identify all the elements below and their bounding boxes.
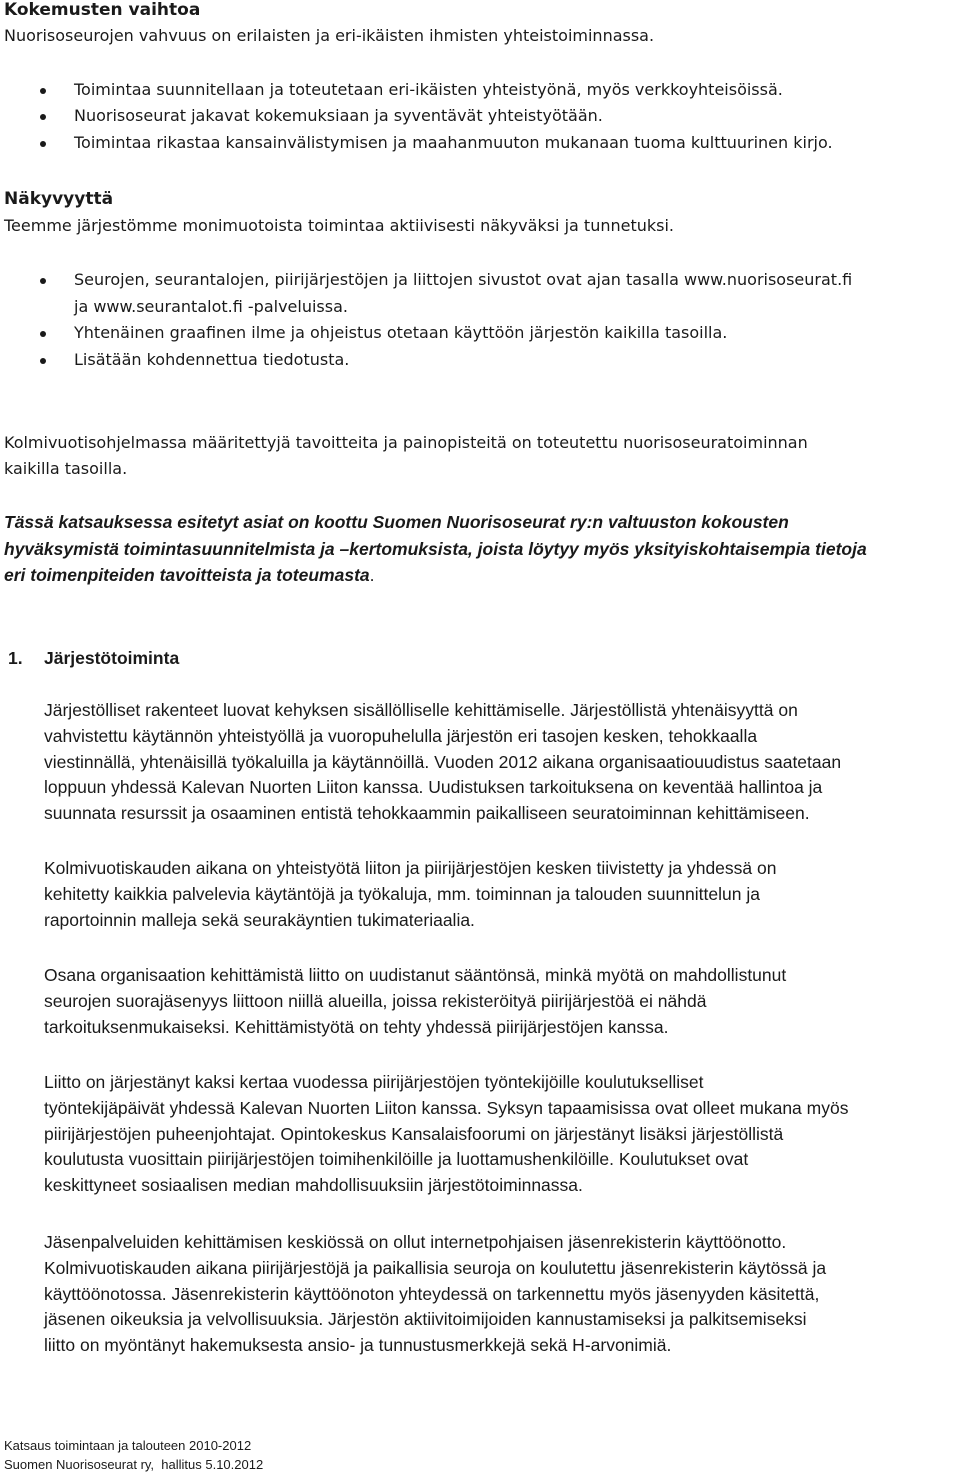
- list-item: Yhtenäinen graafinen ilme ja ohjeistus otetaan käyttöön järjestön kaikilla tasoilla.: [74, 323, 727, 342]
- bullet-icon: [40, 278, 46, 284]
- list-item: Seurojen, seurantalojen, piirijärjestöjen ja liittojen sivustot ovat ajan tasalla www.nuorisoseurat.fi: [74, 270, 852, 289]
- bullet-icon: [40, 114, 46, 120]
- footer-line: Katsaus toimintaan ja talouteen 2010-2012: [4, 1438, 252, 1453]
- section-heading-kokemusten-vaihtoa: Kokemusten vaihtoa: [4, 0, 201, 20]
- section-heading-nakyvyytta: Näkyvyyttä: [4, 189, 114, 209]
- section-intro: Nuorisoseurojen vahvuus on erilaisten ja eri-ikäisten ihmisten yhteistoiminnassa.: [4, 26, 655, 45]
- chapter-title: Järjestötoiminta: [44, 648, 180, 668]
- list-item: Lisätään kohdennettua tiedotusta.: [74, 350, 349, 369]
- footer-line: Suomen Nuorisoseurat ry, hallitus 5.10.2012: [4, 1457, 264, 1472]
- list-item-continuation: ja www.seurantalot.fi -palveluissa.: [74, 297, 348, 316]
- bullet-icon: [40, 88, 46, 94]
- paragraph: Kolmivuotiskauden aikana on yhteistyötä liiton ja piirijärjestöjen kesken tiivistetty ja yhdessä on kehitetty kaikkia palvelevia käytäntöjä ja työkaluja, mm. toiminnan ja talouden suunnittelun ja raportoinnin malleja sekä seurakäyntien tukimateriaalia.: [44, 858, 777, 930]
- list-item: Nuorisoseurat jakavat kokemuksiaan ja syventävät yhteistyötään.: [74, 106, 603, 125]
- note-line: eri toimenpiteiden tavoitteista ja toteumasta.: [4, 565, 375, 585]
- paragraph: Liitto on järjestänyt kaksi kertaa vuodessa piirijärjestöjen työntekijöille koulutukselliset työntekijäpäivät yhdessä Kalevan Nuorten Liiton kanssa. Syksyn tapaamisissa ovat olleet mukana myös piirijärjestöjen puheenjohtajat. Opintokeskus Kansalaisfoorumi on järjestänyt lisäksi järjestöllistä koulutusta vuosittain piirijärjestöjen toimihenkilöille ja luottamushenkilöille. Koulutukset ovat keskittyneet sosiaalisen median mahdollisuuksiin järjestötoiminnassa.: [44, 1072, 849, 1196]
- bullet-icon: [40, 331, 46, 337]
- summary-line: Kolmivuotisohjelmassa määritettyjä tavoitteita ja painopisteitä on toteutettu nuorisoseuratoiminnan: [4, 433, 808, 452]
- note-line: hyväksymistä toimintasuunnitelmista ja –kertomuksista, joista löytyy myös yksityiskohtaisempia tietoja: [4, 539, 867, 559]
- chapter-number: 1.: [8, 648, 23, 668]
- paragraph: Osana organisaation kehittämistä liitto on uudistanut sääntönsä, minkä myötä on mahdollistunut seurojen suorajäsenyys liittoon niillä alueilla, joissa rekisteröityä piirijärjestöä ei nähdä tarkoituksenmukaiseksi. Kehittämistyötä on tehty yhdessä piirijärjestöjen kanssa.: [44, 965, 787, 1037]
- list-item: Toimintaa rikastaa kansainvälistymisen ja maahanmuuton mukanaan tuoma kulttuurinen kirjo.: [74, 133, 833, 152]
- summary-line: kaikilla tasoilla.: [4, 459, 128, 478]
- section-intro: Teemme järjestömme monimuotoista toimintaa aktiivisesti näkyväksi ja tunnetuksi.: [4, 216, 674, 235]
- bullet-icon: [40, 358, 46, 364]
- paragraph: Järjestölliset rakenteet luovat kehyksen sisällölliselle kehittämiselle. Järjestöllistä yhtenäisyyttä on vahvistettu käytännön yhteistyöllä ja vuoropuhelulla järjestön eri tasojen kesken, tehokkaalla viestinnällä, yhtenäisillä työkaluilla ja käytännöillä. Vuoden 2012 aikana organisaatiouudistus saatetaan loppuun yhdessä Kalevan Nuorten Liiton kanssa. Uudistuksen tarkoituksena on keventää hallintoa ja suunnata resurssit ja osaaminen entistä tehokkaammin paikalliseen seuratoiminnan kehittämiseen.: [44, 700, 842, 824]
- list-item: Toimintaa suunnitellaan ja toteutetaan eri-ikäisten yhteistyönä, myös verkkoyhteisöissä.: [74, 80, 783, 99]
- note-line: Tässä katsauksessa esitetyt asiat on koottu Suomen Nuorisoseurat ry:n valtuuston kokousten: [4, 512, 789, 532]
- paragraph: Jäsenpalveluiden kehittämisen keskiössä on ollut internetpohjaisen jäsenrekisterin käyttöönotto. Kolmivuotiskauden aikana piirijärjestöjä ja paikallisia seuroja on koulutettu jäsenrekisterin käytössä ja käyttöönotossa. Jäsenrekisterin käyttöönoton yhteydessä on tarkennettu myös jäsenyyden käsitettä, jäsenen oikeuksia ja velvollisuuksia. Järjestön aktiivitoimijoiden kannustamiseksi ja palkitsemiseksi liitto on myöntänyt hakemuksesta ansio- ja tunnustusmerkkejä sekä H-arvonimiä.: [44, 1232, 827, 1356]
- bullet-icon: [40, 141, 46, 147]
